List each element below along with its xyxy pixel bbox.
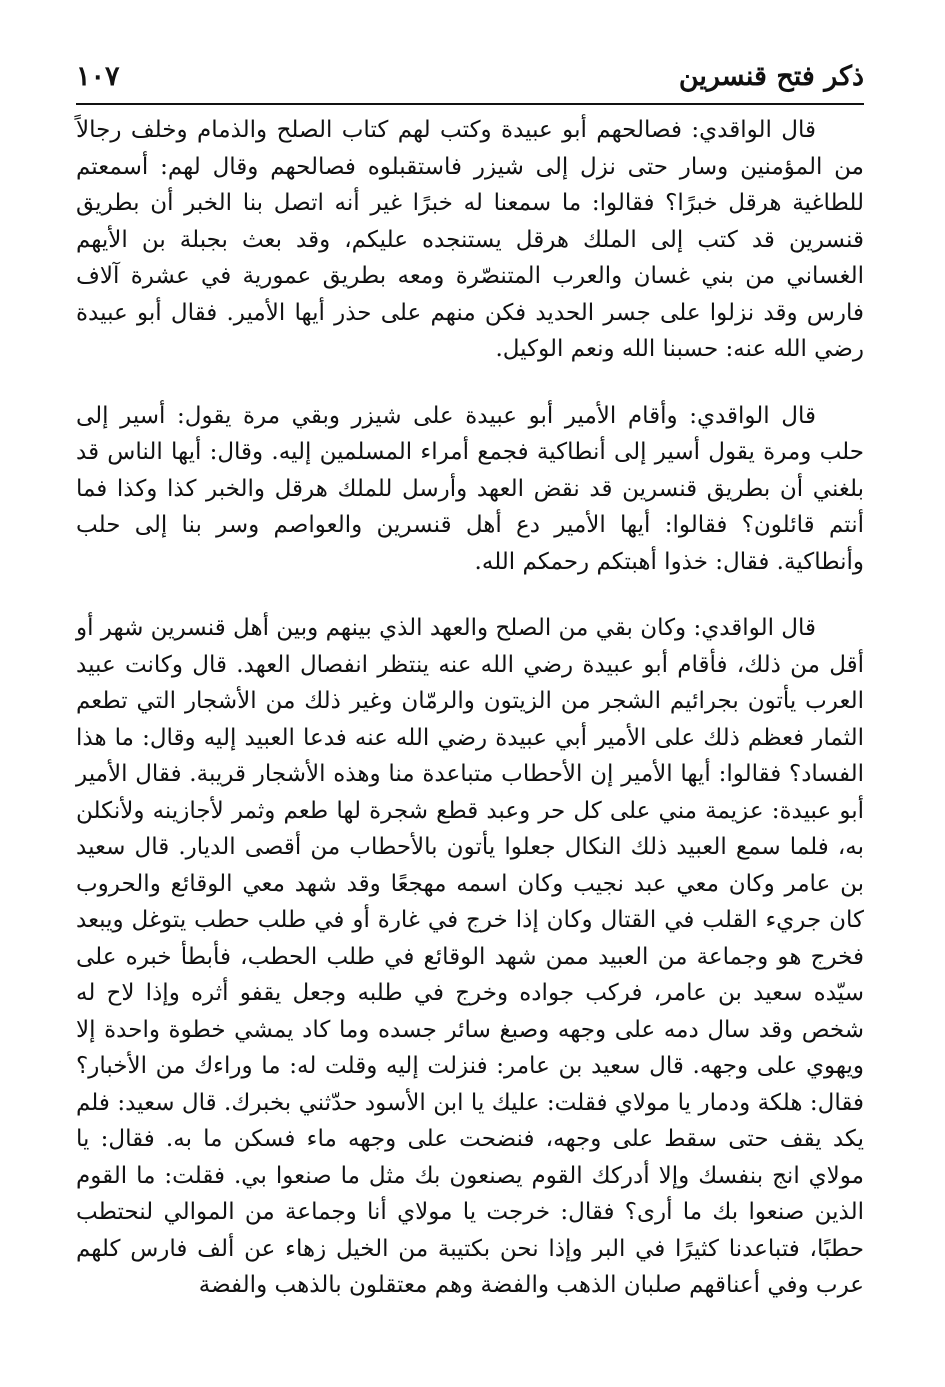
page-number: ١٠٧: [76, 61, 120, 92]
chapter-title: ذكر فتح قنسرين: [678, 61, 864, 92]
paragraph-spacer: [76, 580, 864, 610]
paragraph: قال الواقدي: وأقام الأمير أبو عبيدة على شيزر وبقي مرة يقول: أسير إلى حلب ومرة يقول أسير إلى أنطاكية فجمع أمراء المسلمين إليه. وقال: أيها الناس قد بلغني أن بطريق قنسرين قد نقض العهد وأرسل للملك هرقل والخبر كذا وكذا فما أنتم قائلون؟ فقالوا: أيها الأمير دع أهل قنسرين والعواصم وسر بنا إلى حلب وأنطاكية. فقال: خذوا أهبتكم رحمكم الله.: [76, 402, 864, 575]
paragraph: قال الواقدي: فصالحهم أبو عبيدة وكتب لهم كتاب الصلح والذمام وخلف رجالاً من المؤمنين وسار حتى نزل إلى شيزر فاستقبلوه فصالحهم وقال لهم: أسمعتم للطاغية هرقل خبرًا؟ فقالوا: ما سمعنا له خبرًا غير أنه اتصل بنا الخبر أن بطريق قنسرين قد كتب إلى الملك هرقل يستنجده عليكم، وقد بعث بجبلة بن الأيهم الغساني من بني غسان والعرب المتنصّرة ومعه بطريق عمورية في عشرة آلاف فارس وقد نزلوا على جسر الحديد فكن منهم على حذر أيها الأمير. فقال أبو عبيدة رضي الله عنه: حسبنا الله ونعم الوكيل.: [76, 117, 864, 362]
page-body: [76, 112, 864, 1304]
paragraph: قال الواقدي: وكان بقي من الصلح والعهد الذي بينهم وبين أهل قنسرين شهر أو أقل من ذلك، فأقام أبو عبيدة رضي الله عنه ينتظر انفصال العهد. قال وكانت عبيد العرب يأتون بجرائيم الشجر من الزيتون والرمّان وغير ذلك من الأشجار التي تطعم الثمار فعظم ذلك على الأمير أبي عبيدة رضي الله عنه فدعا العبيد إليه وقال: ما هذا الفساد؟ فقالوا: أيها الأمير إن الأحطاب متباعدة منا وهذه الأشجار قريبة. فقال الأمير أبو عبيدة: عزيمة مني على كل حر وعبد قطع شجرة لها طعم وثمر لأجازينه ولأنكلن به، فلما سمع العبيد ذلك النكال جعلوا يأتون بالأحطاب من أقصى الديار. قال سعيد بن عامر وكان معي عبد نجيب وكان اسمه مهجعًا وقد شهد معي الوقائع والحروب كان جريء القلب في القتال وكان إذا خرج في غارة أو في طلب حطب يتوغل ويبعد فخرج هو وجماعة من العبيد ممن شهد الوقائع في طلب الحطب، فأبطأ خبره على سيّده سعيد بن عامر، فركب جواده وخرج في طلبه وجعل يقفو أثره وإذا لاح له شخص وقد سال دمه على وجهه وصبغ سائر جسده وما كاد يمشي خطوة واحدة إلا ويهوي على وجهه. قال سعيد بن عامر: فنزلت إليه وقلت له: ما وراءك من الأخبار؟ فقال: هلكة ودمار يا مولاي فقلت: عليك يا ابن الأسود حدّثني بخبرك. قال سعيد: فلم يكد يقف حتى سقط على وجهه، فنضحت على وجهه ماء فسكن ما به. فقال: يا مولاي انج بنفسك وإلا أدركك القوم يصنعون بك مثل ما صنعوا بي. فقلت: ما القوم الذين صنعوا بك ما أرى؟ فقال: خرجت يا مولاي أنا وجماعة من الموالي لنحتطب حطبًا، فتباعدنا كثيرًا في البر وإذا نحن بكتيبة من الخيل زهاء عن ألف فارس كلهم عرب وفي أعناقهم صلبان الذهب والفضة وهم معتقلون بالذهب والفضة: [76, 615, 864, 1298]
paragraph-spacer: [76, 368, 864, 398]
running-header: [76, 58, 864, 102]
header-divider: [76, 103, 864, 105]
